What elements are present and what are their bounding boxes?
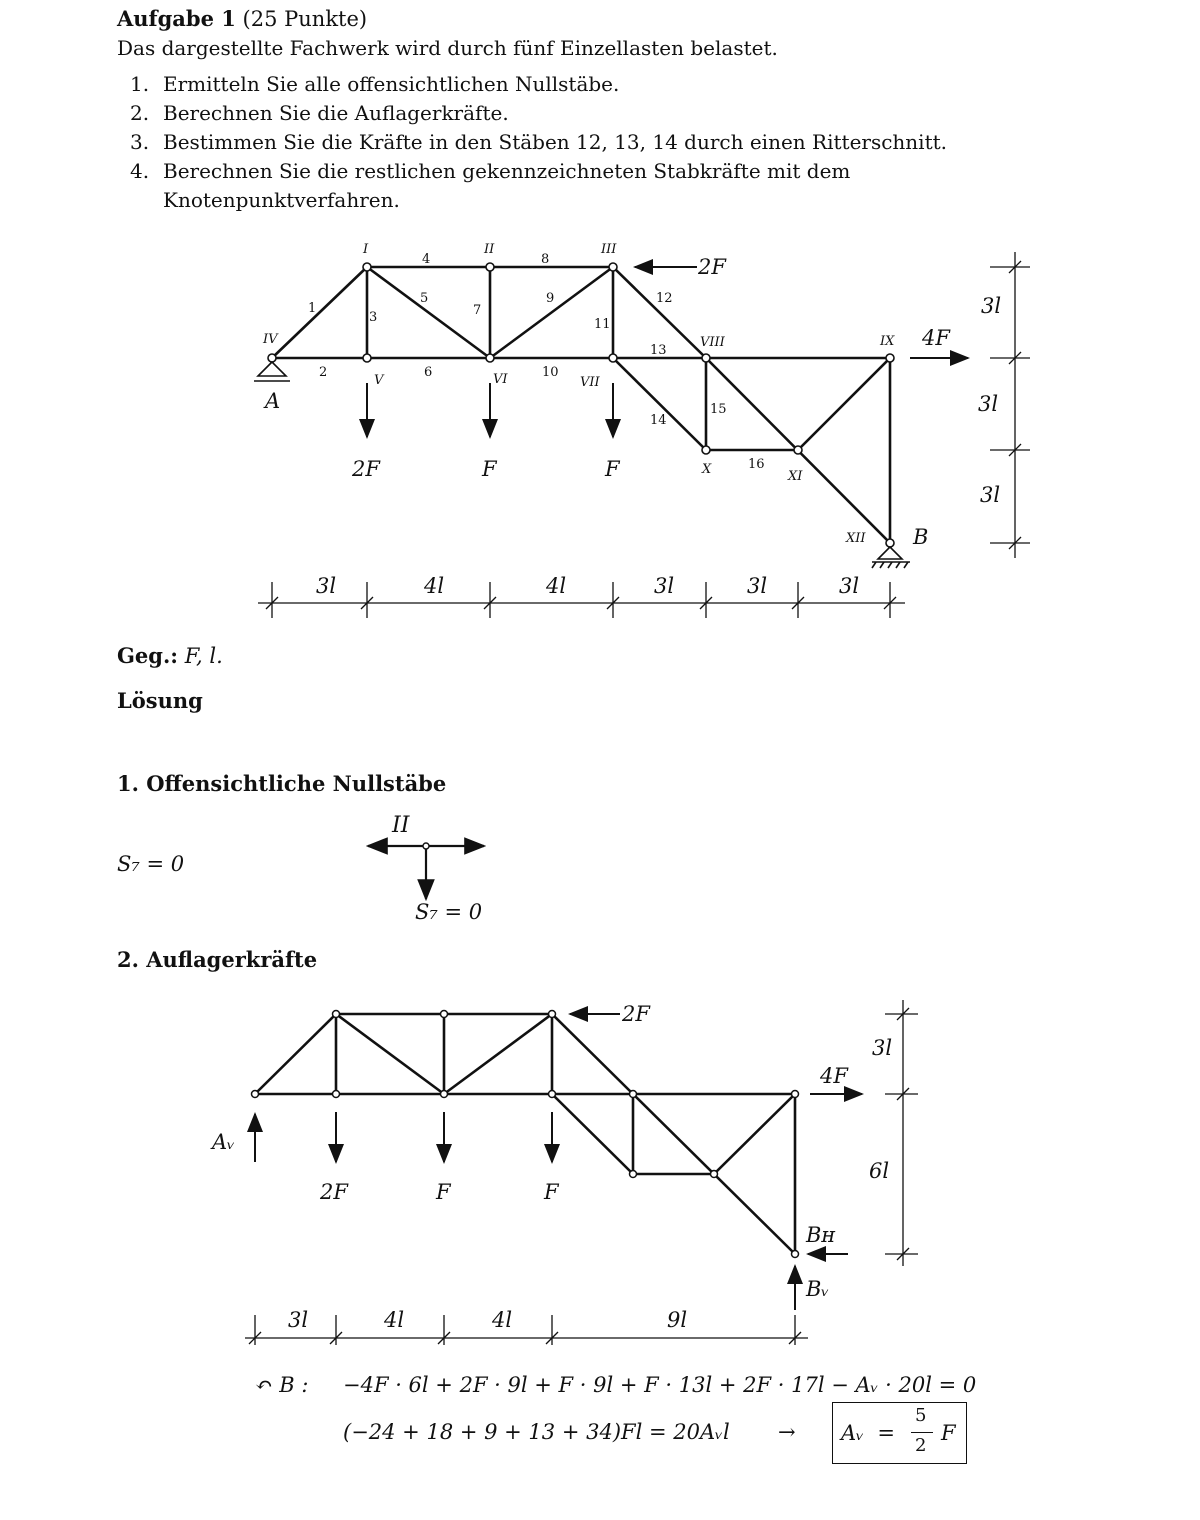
question-text: Berechnen Sie die Auflagerkräfte. bbox=[163, 101, 509, 125]
result-rhs: F bbox=[941, 1421, 956, 1445]
dimension-label: 3l bbox=[872, 1036, 893, 1060]
given-values bbox=[117, 643, 223, 668]
node-label: XII bbox=[846, 531, 866, 546]
result-denominator: 2 bbox=[915, 1435, 927, 1456]
force-arrows bbox=[255, 1014, 862, 1310]
member-number: 16 bbox=[748, 457, 765, 472]
dimension-label: 3l bbox=[839, 574, 860, 598]
load-label: 4F bbox=[820, 1064, 848, 1088]
load-label: 2F bbox=[698, 255, 726, 279]
node-label: XI bbox=[788, 469, 803, 484]
question-number: 2. bbox=[130, 101, 150, 125]
dimension-label: 3l bbox=[654, 574, 675, 598]
load-label: F bbox=[605, 457, 620, 481]
truss-joints bbox=[252, 1011, 799, 1258]
support-b-icon bbox=[872, 547, 910, 568]
dimension-label: 3l bbox=[288, 1308, 309, 1332]
reaction-label: Bᵥ bbox=[806, 1277, 830, 1301]
given-label: Geg.: bbox=[117, 643, 179, 668]
truss-figure bbox=[0, 0, 1200, 630]
truss-members bbox=[272, 267, 890, 543]
dimension-label: 3l bbox=[747, 574, 768, 598]
member-number: 10 bbox=[542, 365, 559, 380]
load-label: 2F bbox=[622, 1002, 650, 1026]
dimension-label: 3l bbox=[316, 574, 337, 598]
load-label: F bbox=[436, 1180, 451, 1204]
question-number: 4. bbox=[130, 159, 150, 183]
task-points: (25 Punkte) bbox=[242, 7, 368, 31]
node-labels bbox=[262, 242, 895, 546]
member-number: 13 bbox=[650, 343, 667, 358]
section-1-title: 1. Offensichtliche Nullstäbe bbox=[117, 771, 447, 796]
dimension-label: 4l bbox=[492, 1308, 513, 1332]
dimension-label: 9l bbox=[667, 1308, 688, 1332]
dimension-label: 3l bbox=[980, 483, 1001, 507]
member-number: 11 bbox=[594, 317, 611, 332]
node-label: VI bbox=[493, 372, 508, 387]
moment-equation-label: ↶ B : bbox=[255, 1373, 309, 1397]
member-number: 4 bbox=[422, 252, 431, 267]
question-text: Berechnen Sie die restlichen gekennzeichneten Stabkräfte mit dem Knotenpunktverfahren. bbox=[163, 159, 851, 212]
task-number: Aufgabe 1 bbox=[117, 6, 236, 31]
member-number: 8 bbox=[541, 252, 550, 267]
node-label: II bbox=[484, 242, 495, 257]
zero-member-result: S₇ = 0 bbox=[117, 852, 185, 876]
moment-equation: −4F · 6l + 2F · 9l + F · 9l + F · 13l + 2F · 17l − Aᵥ · 20l = 0 bbox=[343, 1373, 977, 1397]
member-number: 7 bbox=[473, 303, 482, 318]
member-number: 9 bbox=[546, 291, 555, 306]
free-body-figure bbox=[0, 990, 1200, 1350]
node-label: I bbox=[363, 242, 369, 257]
dimension-label: 3l bbox=[981, 294, 1002, 318]
node-label: III bbox=[601, 242, 617, 257]
dimension-label: 4l bbox=[424, 574, 445, 598]
dimension-label: 4l bbox=[546, 574, 567, 598]
member-number: 2 bbox=[319, 365, 328, 380]
node-label: X bbox=[702, 462, 712, 477]
node-ii-member-label: S₇ = 0 bbox=[415, 900, 483, 924]
reaction-label: Bʜ bbox=[806, 1223, 836, 1247]
node-label: VIII bbox=[700, 335, 725, 350]
solution-heading: Lösung bbox=[117, 688, 203, 713]
given-value: F, l. bbox=[184, 644, 223, 668]
support-label: A bbox=[265, 389, 281, 413]
task-intro: Das dargestellte Fachwerk wird durch fünf Einzellasten belastet. bbox=[117, 36, 778, 60]
dimension-label: 6l bbox=[869, 1159, 890, 1183]
node-label: IX bbox=[880, 334, 895, 349]
reaction-label: Aᵥ bbox=[212, 1130, 235, 1154]
load-label: 4F bbox=[922, 326, 950, 350]
node-label: VII bbox=[580, 375, 600, 390]
member-number: 6 bbox=[424, 365, 433, 380]
member-number: 5 bbox=[420, 291, 429, 306]
support-label: B bbox=[913, 525, 929, 549]
result-lhs: Aᵥ = bbox=[841, 1421, 895, 1445]
question-number: 3. bbox=[130, 130, 150, 154]
member-number: 14 bbox=[650, 413, 667, 428]
dimension-line-horizontal bbox=[258, 582, 905, 618]
member-number: 12 bbox=[656, 291, 673, 306]
result-box bbox=[832, 1402, 967, 1464]
question-text: Ermitteln Sie alle offensichtlichen Nullstäbe. bbox=[163, 72, 620, 96]
member-number: 1 bbox=[308, 301, 317, 316]
fraction-bar bbox=[911, 1432, 933, 1433]
node-label: IV bbox=[263, 332, 278, 347]
load-label: F bbox=[544, 1180, 559, 1204]
dimension-label: 4l bbox=[384, 1308, 405, 1332]
member-number: 3 bbox=[369, 310, 378, 325]
question-number: 1. bbox=[130, 72, 150, 96]
truss-joints bbox=[268, 263, 894, 547]
load-label: F bbox=[482, 457, 497, 481]
node-label: V bbox=[374, 373, 384, 388]
node-ii-label: II bbox=[392, 813, 410, 838]
implies-arrow: → bbox=[778, 1420, 796, 1444]
result-numerator: 5 bbox=[915, 1405, 927, 1426]
node-ii-joint bbox=[423, 843, 429, 849]
sum-equation: (−24 + 18 + 9 + 13 + 34)Fl = 20Aᵥl bbox=[343, 1420, 730, 1444]
support-a-icon bbox=[254, 362, 290, 381]
load-label: 2F bbox=[320, 1180, 348, 1204]
load-label: 2F bbox=[352, 457, 380, 481]
dimension-line-horizontal bbox=[245, 1315, 808, 1345]
section-2-title: 2. Auflagerkräfte bbox=[117, 947, 318, 972]
member-number: 15 bbox=[710, 402, 727, 417]
dimension-label: 3l bbox=[978, 392, 999, 416]
node-ii-arrows bbox=[368, 846, 484, 899]
question-text: Bestimmen Sie die Kräfte in den Stäben 12, 13, 14 durch einen Ritterschnitt. bbox=[163, 130, 948, 154]
node-ii-figure bbox=[0, 800, 1200, 930]
